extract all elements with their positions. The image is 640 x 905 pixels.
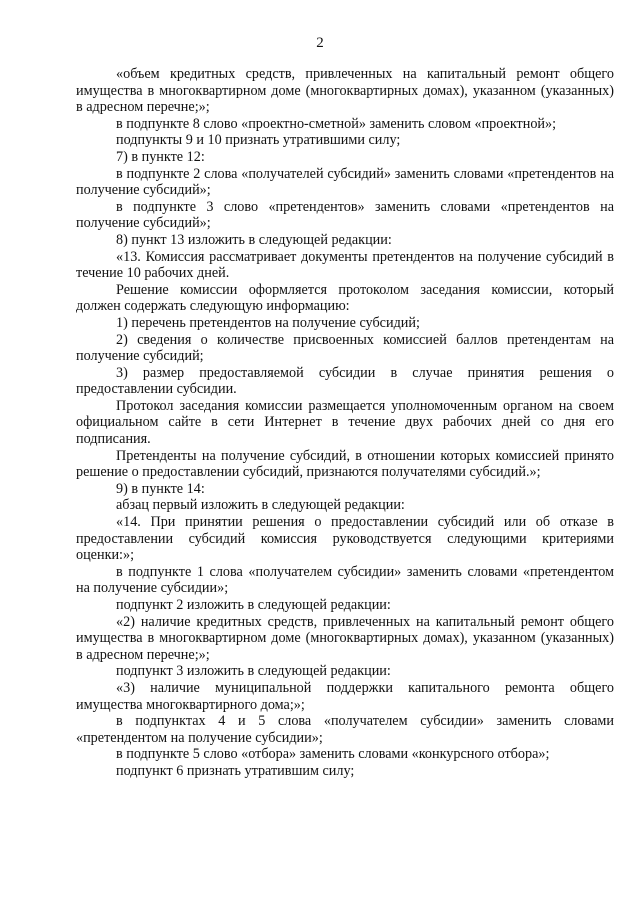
paragraph-25: подпункт 6 признать утратившим силу; [116,762,355,779]
paragraph-6: в подпункте 3 слово «претендентов» заменить словами «претендентов на получение субсидий»; [76,198,614,232]
paragraph-10: 1) перечень претендентов на получение субсидий; [116,314,420,331]
paragraph-15: 9) в пункте 14: [116,480,205,497]
paragraph-4: 7) в пункте 12: [116,148,205,165]
paragraph-20: «2) наличие кредитных средств, привлеченных на капитальный ремонт общего имущества в многоквартирном доме (многоквартирных домах), указанном (указанных) в адресном перечне;»; [76,613,614,663]
paragraph-18: в подпункте 1 слова «получателем субсидии» заменить словами «претендентом на получение субсидии»; [76,563,614,597]
paragraph-7: 8) пункт 13 изложить в следующей редакции: [116,231,392,248]
paragraph-17: «14. При принятии решения о предоставлении субсидий или об отказе в предоставлении субсидий комиссия руководствуется следующими критериями оценки:»; [76,514,614,564]
document-body [76,66,614,780]
paragraph-19: подпункт 2 изложить в следующей редакции: [116,597,391,613]
paragraph-11: 2) сведения о количестве присвоенных комиссией баллов претендентам на получение субсидий; [76,331,614,365]
paragraph-5: в подпункте 2 слова «получателей субсидий» заменить словами «претендентов на получение субсидий»; [76,165,614,199]
paragraph-3: подпункты 9 и 10 признать утратившими силу; [116,132,401,149]
paragraph-24: в подпункте 5 слово «отбора» заменить словами «конкурсного отбора»; [116,746,550,763]
paragraph-16: абзац первый изложить в следующей редакции: [116,497,405,514]
paragraph-21: подпункт 3 изложить в следующей редакции: [116,663,391,680]
paragraph-22: «3) наличие муниципальной поддержки капитального ремонта общего имущества многоквартирного дома;»; [76,679,614,713]
paragraph-2: в подпункте 8 слово «проектно-сметной» заменить словом «проектной»; [116,115,557,132]
page-number: 2 [316,35,324,51]
paragraph-8: «13. Комиссия рассматривает документы претендентов на получение субсидий в течение 10 рабочих дней. [76,248,614,282]
paragraph-13: Протокол заседания комиссии размещается уполномоченным органом на своем официальном сайте в сети Интернет в течение двух рабочих дней со дня его подписания. [76,397,614,448]
paragraph-9: Решение комиссии оформляется протоколом заседания комиссии, который должен содержать следующую информацию: [76,281,614,315]
paragraph-1: «объем кредитных средств, привлеченных на капитальный ремонт общего имущества в многоквартирном доме (многоквартирных домах), указанном (указанных) в адресном перечне;»; [76,66,614,116]
paragraph-14: Претенденты на получение субсидий, в отношении которых комиссией принято решение о предоставлении субсидий, признаются получателями субсидий.»; [76,447,614,481]
paragraph-12: 3) размер предоставляемой субсидии в случае принятия решения о предоставлении субсидии. [76,364,614,398]
paragraph-23: в подпунктах 4 и 5 слова «получателем субсидии» заменить словами «претендентом на получение субсидии»; [76,713,614,746]
